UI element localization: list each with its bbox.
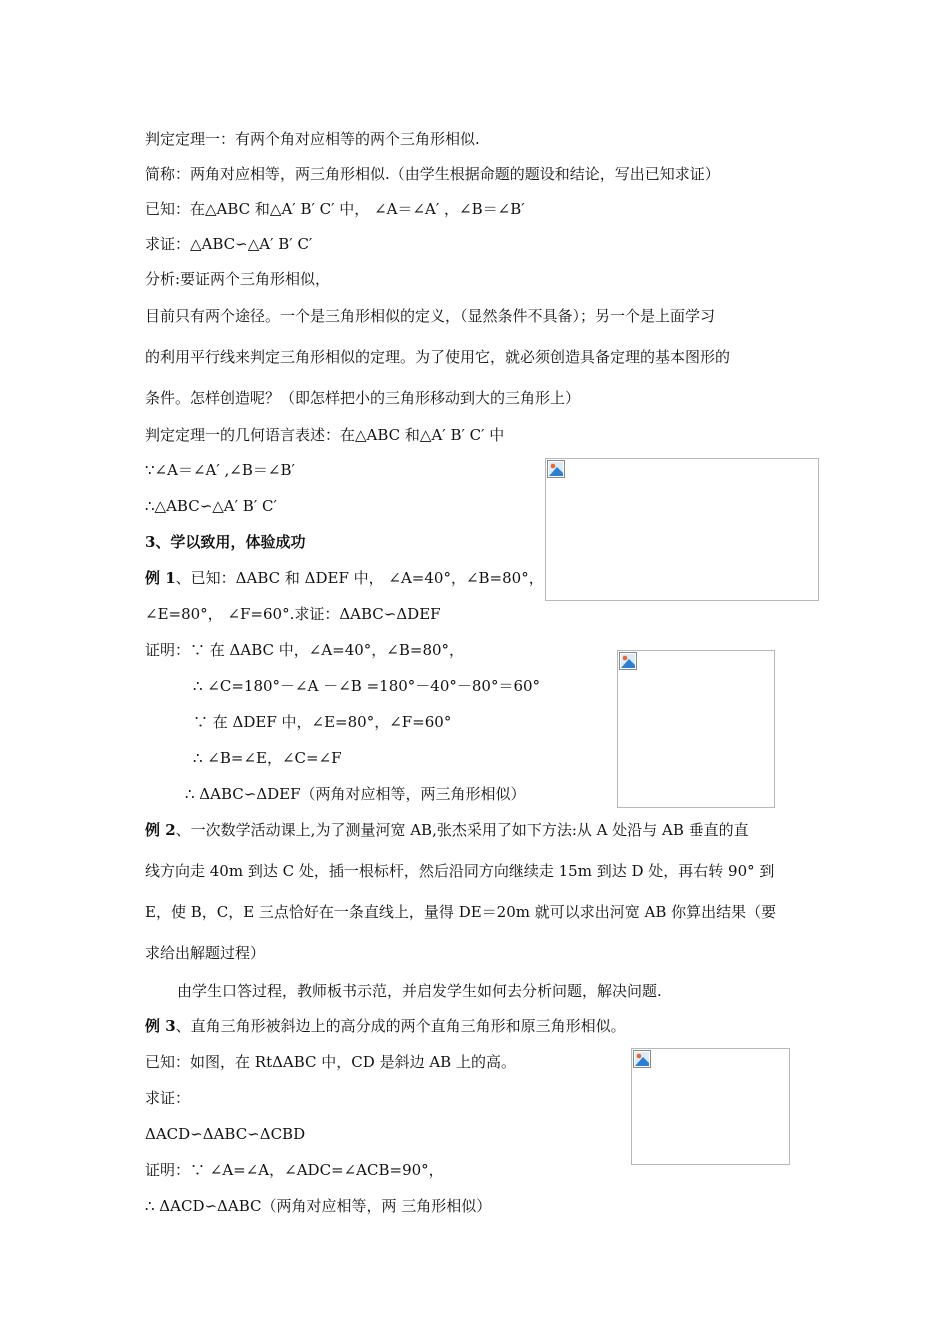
text-line: ∠E=80°， ∠F=60°.求证：ΔABC∽ΔDEF	[145, 605, 441, 623]
text-line: 分析:要证两个三角形相似，	[145, 270, 331, 288]
proof-line: ∴ ∠C=180°－∠A －∠B =180°－40°－80°＝60°	[193, 677, 541, 695]
text-line: 简称：两角对应相等，两三角形相似.（由学生根据命题的题设和结论，写出已知求证）	[145, 165, 720, 183]
text-line: 判定定理一的几何语言表述：在△ABC 和△A′ B′ C′ 中	[145, 426, 505, 444]
text-line: 求证：△ABC∽△A′ B′ C′	[145, 235, 313, 253]
text-line: E，使 B，C，E 三点恰好在一条直线上，量得 DE＝20m 就可以求出河宽 AB 你算出结果（要	[145, 903, 777, 921]
example-label: 例 1	[145, 569, 176, 587]
proof-line: ∴ ∠B=∠E，∠C=∠F	[193, 749, 342, 767]
broken-image-icon	[547, 460, 565, 478]
image-placeholder-example1	[617, 650, 775, 808]
text-line: 求给出解题过程）	[145, 944, 266, 962]
example-text: 、直角三角形被斜边上的高分成的两个直角三角形和原三角形相似。	[175, 1017, 626, 1035]
example-3-line	[145, 1016, 626, 1036]
image-placeholder-theorem	[545, 458, 819, 601]
example-label: 例 3	[145, 1017, 176, 1035]
text-line: 已知：如图，在 RtΔABC 中，CD 是斜边 AB 上的高。	[145, 1053, 516, 1071]
text-line: ΔACD∽ΔABC∽ΔCBD	[145, 1125, 306, 1143]
image-placeholder-example3	[631, 1048, 790, 1165]
text-line: 求证：	[145, 1089, 191, 1107]
proof-line: ∵ 在 ΔDEF 中，∠E=80°，∠F=60°	[193, 713, 452, 731]
text-line: 已知：在△ABC 和△A′ B′ C′ 中， ∠A＝∠A′ ，∠B＝∠B′	[145, 200, 525, 218]
text-line: 由学生口答过程，教师板书示范，并启发学生如何去分析问题，解决问题.	[177, 982, 662, 1000]
proof-line: 证明：∵ ∠A=∠A，∠ADC=∠ACB=90°，	[145, 1161, 444, 1179]
example-text: 、一次数学活动课上,为了测量河宽 AB,张杰采用了如下方法:从 A 处沿与 AB 垂直的直	[175, 821, 749, 839]
text-line: 的利用平行线来判定三角形相似的定理。为了使用它，就必须创造具备定理的基本图形的	[145, 348, 731, 366]
proof-line: ∴ ΔABC∽ΔDEF（两角对应相等，两三角形相似）	[185, 785, 526, 803]
example-label: 例 2	[145, 821, 176, 839]
section-heading: 3、学以致用，体验成功	[145, 533, 306, 551]
proof-line: 证明：∵ 在 ΔABC 中，∠A=40°，∠B=80°，	[145, 641, 465, 659]
proof-line: ∴ ΔACD∽ΔABC（两角对应相等，两 三角形相似）	[145, 1197, 492, 1215]
text-line: ∴△ABC∽△A′ B′ C′	[145, 497, 277, 515]
text-line: 判定定理一：有两个角对应相等的两个三角形相似.	[145, 130, 480, 148]
example-2-line	[145, 820, 749, 840]
example-text: 、已知：ΔABC 和 ΔDEF 中， ∠A=40°，∠B=80°，	[175, 569, 544, 587]
broken-image-icon	[633, 1050, 651, 1068]
text-line: ∵∠A＝∠A′ ,∠B＝∠B′	[145, 461, 295, 479]
text-line: 线方向走 40m 到达 C 处，插一根标杆，然后沿同方向继续走 15m 到达 D 处，再右转 90° 到	[145, 862, 775, 880]
text-line: 目前只有两个途径。一个是三角形相似的定义，（显然条件不具备）；另一个是上面学习	[145, 307, 716, 325]
broken-image-icon	[619, 652, 637, 670]
example-1-line	[145, 568, 544, 588]
text-line: 条件。怎样创造呢？（即怎样把小的三角形移动到大的三角形上）	[145, 389, 581, 407]
